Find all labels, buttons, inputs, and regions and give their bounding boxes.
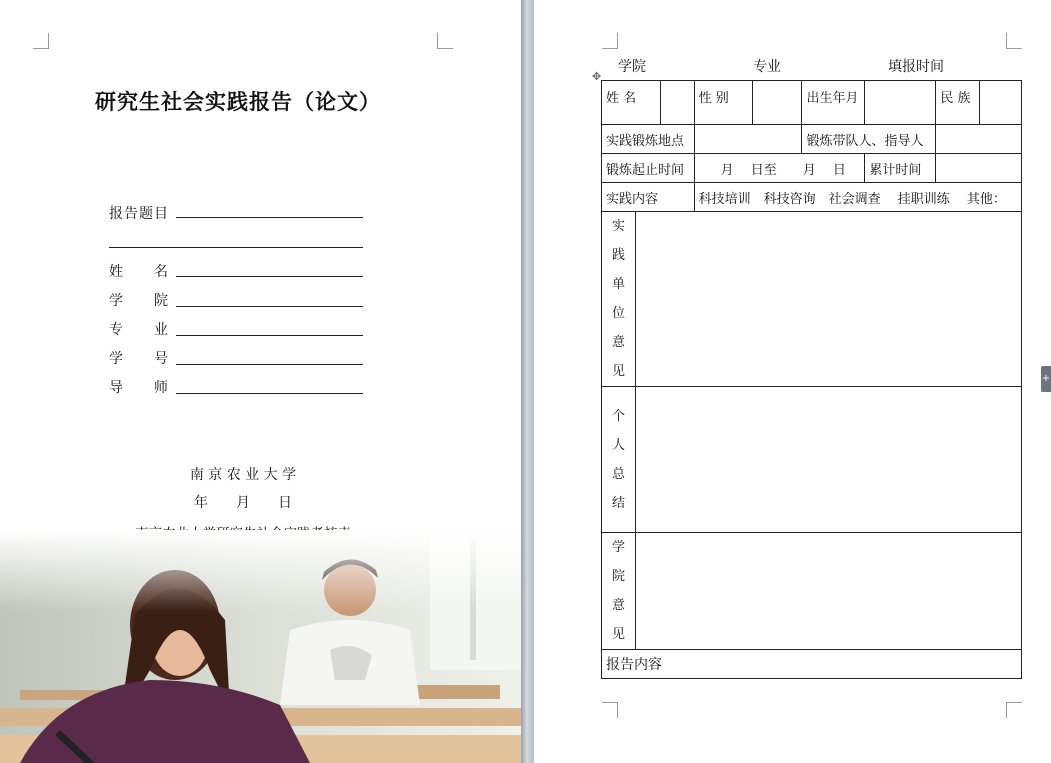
university-name: 南 京 农 业 大 学 xyxy=(189,467,297,483)
advisor-label: 导 师 xyxy=(109,380,169,396)
advisor-field xyxy=(109,377,175,397)
location-label: 实践锻炼地点 xyxy=(602,125,695,154)
ethnicity-label: 民 族 xyxy=(936,81,980,125)
cover-photo xyxy=(0,530,521,763)
report-title-field xyxy=(109,203,175,223)
gender-cell[interactable] xyxy=(752,81,802,125)
student-id-label: 学 号 xyxy=(109,351,169,367)
college-label: 学 院 xyxy=(109,293,169,309)
report-title-label: 报告题目 xyxy=(109,206,169,222)
period-dates[interactable]: 月 日至 月 日 xyxy=(694,154,865,183)
cumulative-label: 累计时间 xyxy=(865,154,936,183)
personal-summary-cell[interactable] xyxy=(635,387,1021,533)
leader-cell[interactable] xyxy=(936,125,1022,154)
ethnicity-cell[interactable] xyxy=(980,81,1022,125)
gender-label: 性 别 xyxy=(694,81,752,125)
crop-mark xyxy=(1006,33,1022,49)
table-row xyxy=(602,125,1022,154)
leader-label: 锻炼带队人、指导人 xyxy=(802,125,936,154)
crop-mark xyxy=(33,33,49,49)
period-label: 锻炼起止时间 xyxy=(602,154,695,183)
name-line[interactable] xyxy=(176,276,363,277)
cumulative-cell[interactable] xyxy=(936,154,1022,183)
college-field xyxy=(109,290,175,310)
table-row xyxy=(602,154,1022,183)
location-cell[interactable] xyxy=(694,125,802,154)
report-title-line-2[interactable] xyxy=(109,247,363,248)
major-label: 专 业 xyxy=(109,322,169,338)
assessment-table xyxy=(601,80,1022,679)
table-row xyxy=(602,533,1022,650)
page-gutter xyxy=(521,0,534,763)
major-line[interactable] xyxy=(176,335,363,336)
name-label: 姓 名 xyxy=(602,81,661,125)
unit-opinion-cell[interactable] xyxy=(635,212,1021,387)
birth-label: 出生年月 xyxy=(802,81,865,125)
cover-page xyxy=(0,0,521,763)
college-opinion-label: 学 院 意 见 xyxy=(602,533,636,650)
table-row xyxy=(602,81,1022,125)
birth-cell[interactable] xyxy=(865,81,936,125)
advisor-line[interactable] xyxy=(176,393,363,394)
report-content-label[interactable]: 报告内容 xyxy=(602,650,1022,679)
content-label: 实践内容 xyxy=(602,183,695,212)
table-row xyxy=(602,212,1022,387)
student-id-line[interactable] xyxy=(176,364,363,365)
name-field xyxy=(109,261,175,281)
header-fill-time: 填报时间 xyxy=(888,59,944,75)
table-row xyxy=(602,650,1022,679)
header-major: 专业 xyxy=(753,59,781,75)
unit-opinion-label: 实 践 单 位 意 见 xyxy=(602,212,636,387)
student-id-field xyxy=(109,348,175,368)
college-line[interactable] xyxy=(176,306,363,307)
cover-title: 研究生社会实践报告（论文） xyxy=(95,89,381,114)
move-anchor-icon[interactable]: ✥ xyxy=(592,70,602,83)
name-label: 姓 名 xyxy=(109,264,169,280)
college-opinion-cell[interactable] xyxy=(635,533,1021,650)
name-cell[interactable] xyxy=(660,81,694,125)
header-college: 学院 xyxy=(618,59,646,75)
crop-mark xyxy=(602,702,618,718)
crop-mark xyxy=(1006,702,1022,718)
personal-summary-label: 个 人 总 结 xyxy=(602,387,636,533)
major-field xyxy=(109,319,175,339)
form-page xyxy=(534,0,1051,763)
date-line: 年 月 日 xyxy=(194,495,292,511)
expand-tab-icon[interactable]: + xyxy=(1041,366,1051,392)
table-row xyxy=(602,387,1022,533)
report-title-line[interactable] xyxy=(176,217,363,218)
content-options[interactable]: 科技培训 科技咨询 社会调查 挂职训练 其他： xyxy=(694,183,1021,212)
crop-mark xyxy=(602,33,618,49)
table-row xyxy=(602,183,1022,212)
crop-mark xyxy=(437,33,453,49)
